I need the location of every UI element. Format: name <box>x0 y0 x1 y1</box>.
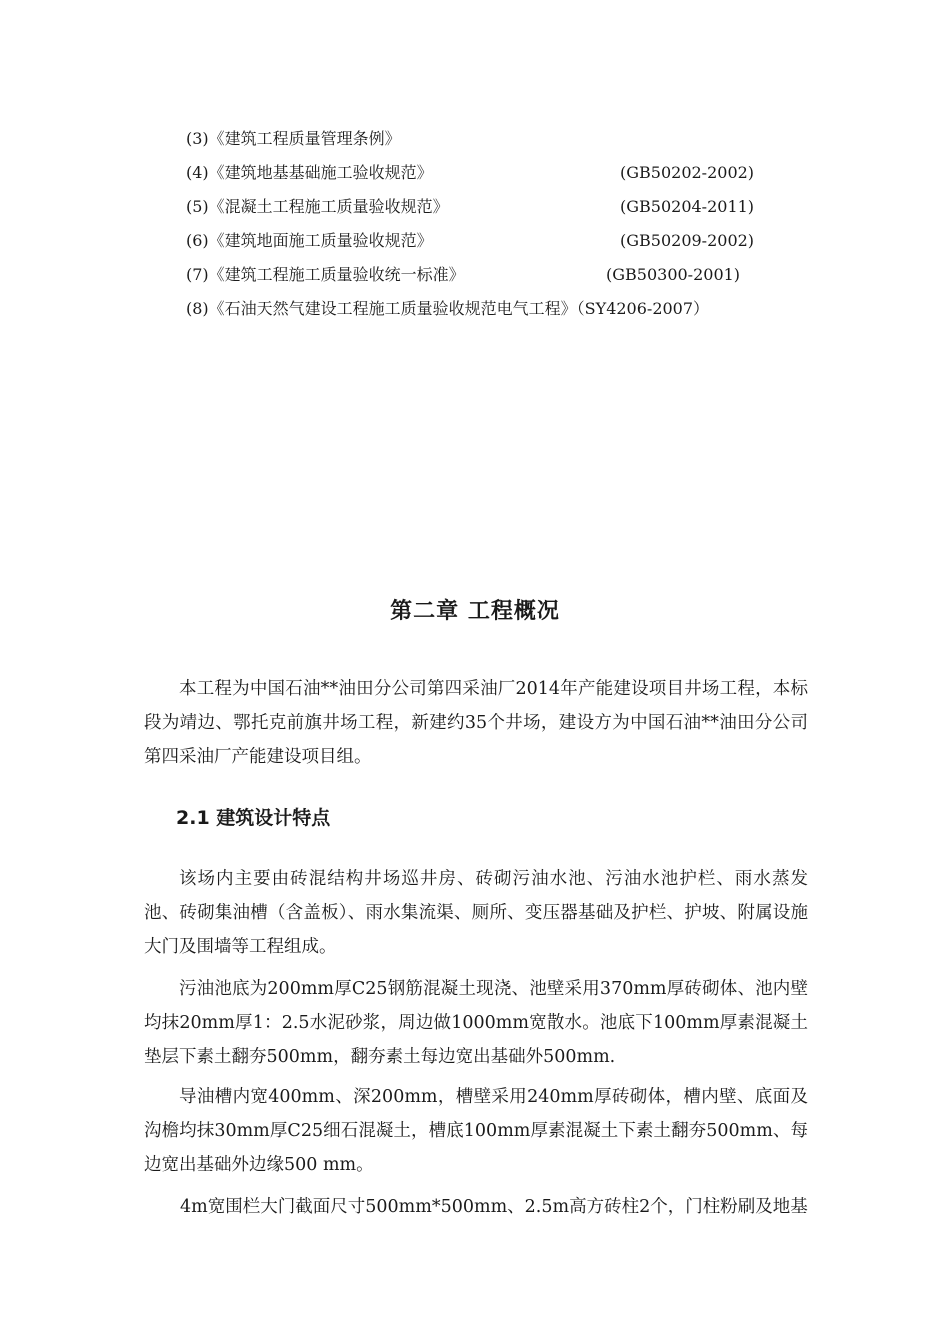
reference-code: (GB50209-2002) <box>620 231 755 250</box>
reference-title: (3)《建筑工程质量管理条例》 <box>186 129 401 148</box>
chapter-title: 第二章 工程概况 <box>390 599 560 624</box>
reference-item <box>186 292 826 326</box>
reference-title: (5)《混凝土工程施工质量验收规范》 <box>186 197 449 216</box>
reference-code: (GB50202-2002) <box>620 163 755 182</box>
reference-item <box>186 122 826 156</box>
reference-title: (4)《建筑地基基础施工验收规范》 <box>186 163 433 182</box>
reference-item <box>186 258 826 292</box>
body-paragraph: 4m宽围栏大门截面尺寸500mm*500mm、2.5m高方砖柱2个，门柱粉刷及地基 <box>180 1197 808 1217</box>
reference-item <box>186 224 826 258</box>
body-paragraph: 污油池底为200mm厚C25钢筋混凝土现浇、池壁采用370mm厚砖砌体、池内壁均抹20mm厚1：2.5水泥砂浆，周边做1000mm宽散水。池底下100mm厚素混凝土垫层下素土翻夯500mm，翻夯素土每边宽出基础外500mm. <box>144 979 808 1067</box>
reference-item <box>186 190 826 224</box>
body-paragraph: 导油槽内宽400mm、深200mm，槽壁采用240mm厚砖砌体，槽内壁、底面及沟檐均抹30mm厚C25细石混凝土，槽底100mm厚素混凝土下素土翻夯500mm、每边宽出基础外边缘500 mm。 <box>144 1087 808 1175</box>
reference-code: (GB50300-2001) <box>606 265 741 284</box>
body-paragraph: 该场内主要由砖混结构井场巡井房、砖砌污油水池、污油水池护栏、雨水蒸发池、砖砌集油槽（含盖板）、雨水集流渠、厕所、变压器基础及护栏、护坡、附属设施大门及围墙等工程组成。 <box>144 869 808 957</box>
section-title: 2.1 建筑设计特点 <box>176 807 331 829</box>
reference-list <box>186 122 826 326</box>
reference-title: (6)《建筑地面施工质量验收规范》 <box>186 231 433 250</box>
reference-item <box>186 156 826 190</box>
reference-title: (8)《石油天然气建设工程施工质量验收规范电气工程》（SY4206-2007） <box>186 299 710 318</box>
chapter-intro-paragraph: 本工程为中国石油**油田分公司第四采油厂2014年产能建设项目井场工程，本标段为靖边、鄂托克前旗井场工程，新建约35个井场，建设方为中国石油**油田分公司第四采油厂产能建设项目组。 <box>144 679 808 767</box>
reference-code: (GB50204-2011) <box>620 197 755 216</box>
reference-title: (7)《建筑工程施工质量验收统一标准》 <box>186 265 465 284</box>
